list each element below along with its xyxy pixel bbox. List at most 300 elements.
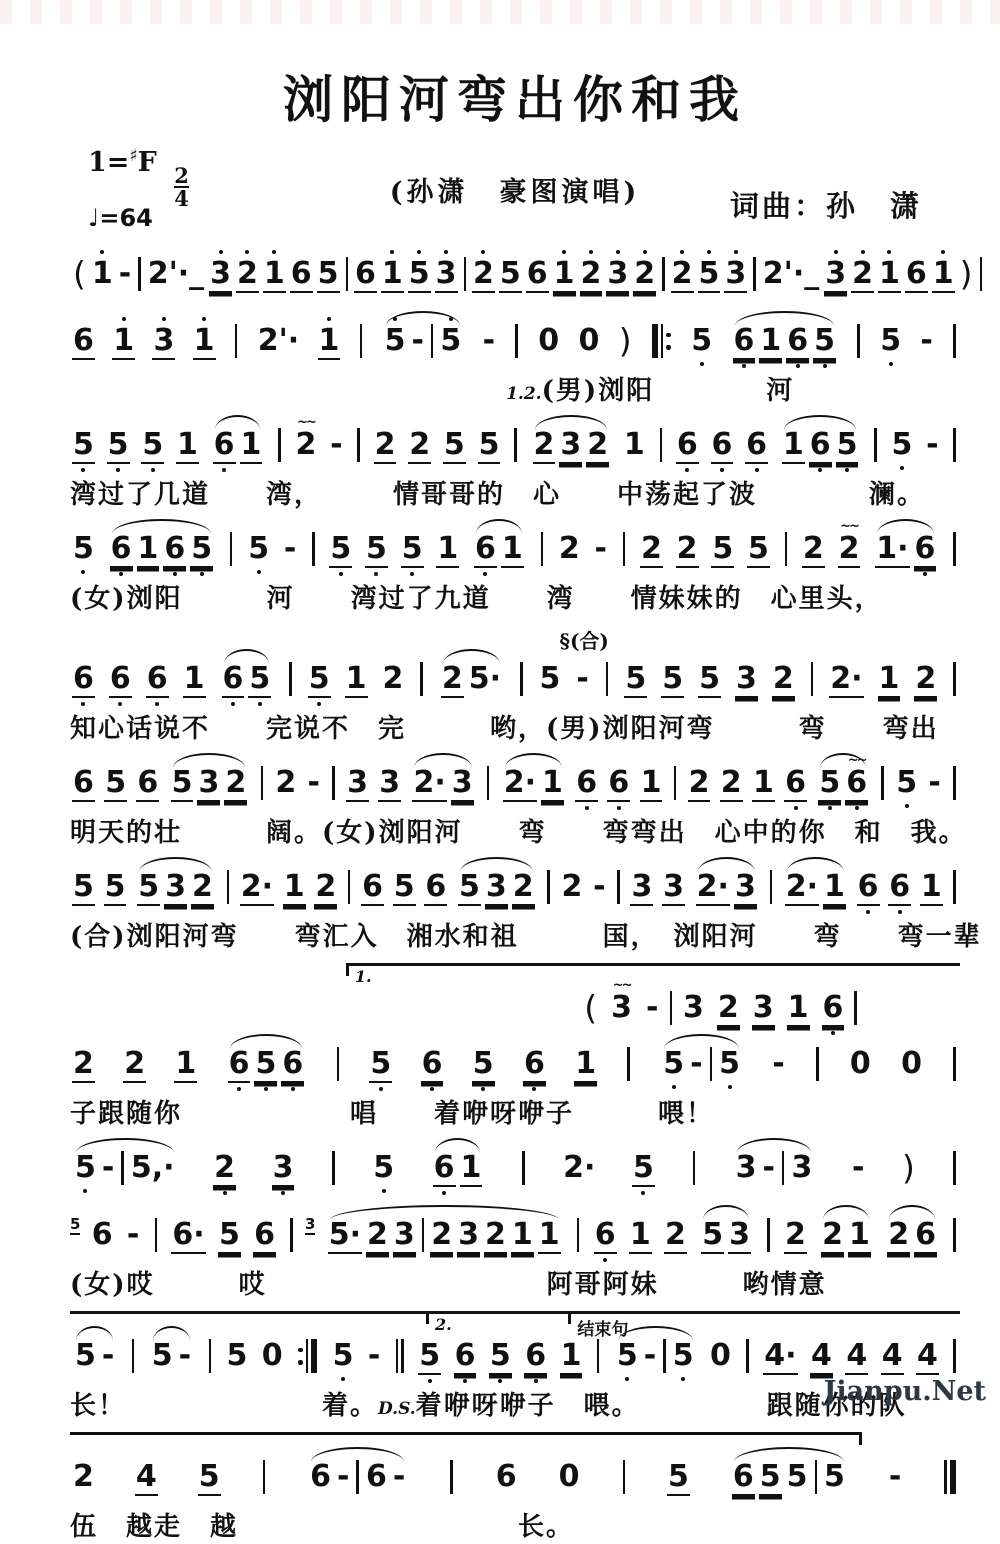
- octave-dot: [327, 317, 331, 321]
- note-token: [662, 859, 685, 917]
- lyrics-line: 子跟随你 唱 着咿呀咿子 喂！: [70, 1099, 715, 1129]
- slur-arc: [871, 521, 940, 579]
- octave-dots-below: [222, 464, 226, 475]
- octave-dots-below: [119, 568, 123, 579]
- octave-dots-below: [823, 360, 827, 371]
- note-token: [365, 521, 388, 579]
- octave-dots-below: [173, 568, 177, 579]
- repeat-dots: [666, 324, 671, 358]
- barline: [811, 662, 814, 696]
- octave-dots-above: [393, 313, 397, 324]
- barline-thin: [944, 1460, 947, 1494]
- octave-dots-below: [685, 464, 689, 475]
- note-token: [823, 859, 846, 917]
- barline: [953, 1218, 956, 1252]
- octave-dot: [200, 572, 204, 576]
- note-token: [91, 1207, 114, 1263]
- note-digit: 2: [688, 765, 710, 800]
- note-token: [539, 651, 562, 707]
- note-digit: 5: [880, 323, 902, 358]
- note-token: [562, 1140, 596, 1196]
- octave-dot: [866, 910, 870, 914]
- note-token: [489, 1328, 512, 1386]
- note-digit: 1: [137, 531, 159, 566]
- note-token: [183, 651, 206, 709]
- slur-arc: [209, 417, 267, 475]
- notation-line: [70, 859, 960, 917]
- octave-dot: [898, 910, 902, 914]
- note-digit: 2: [558, 531, 580, 566]
- note-digit: 1: [629, 1217, 651, 1252]
- note-digit: 5: [747, 531, 769, 566]
- barline-thin: [660, 428, 663, 462]
- notation-line: [70, 246, 973, 304]
- note-token: [424, 859, 447, 917]
- barline-thin: [312, 532, 315, 566]
- note-digit: 3: [165, 869, 186, 904]
- barline: [121, 1151, 124, 1185]
- key-letter: F: [137, 147, 157, 178]
- note-digit: -: [337, 1459, 350, 1494]
- note-token: [664, 1207, 687, 1265]
- octave-dots-below: [905, 800, 909, 811]
- note-token: [895, 755, 918, 811]
- note-token: [460, 1140, 483, 1198]
- note-token: [618, 313, 633, 369]
- note-digit: 6: [213, 427, 235, 462]
- dot: [298, 1348, 303, 1353]
- octave-dots-below: [83, 1185, 87, 1196]
- barline: [953, 1151, 956, 1185]
- note-token: [225, 1328, 248, 1384]
- barline-thin: [547, 870, 550, 904]
- octave-dots-below: [81, 464, 85, 475]
- note-token: [408, 417, 431, 475]
- octave-dots-below: [428, 1375, 432, 1386]
- octave-dot: [861, 250, 865, 254]
- note-token: [332, 1328, 355, 1384]
- note-digit: 2: [485, 1217, 506, 1252]
- note-digit: 5: [105, 765, 127, 800]
- note-digit: 5: [151, 1338, 173, 1373]
- note-token: [472, 1036, 495, 1094]
- note-digit: 5: [836, 427, 858, 462]
- note-digit: 6: [576, 765, 598, 800]
- octave-dots-below: [257, 566, 261, 577]
- note-digit: 2: [275, 765, 297, 800]
- octave-dot: [483, 572, 487, 576]
- music-system: [70, 963, 960, 1131]
- note-digit: -: [178, 1338, 192, 1373]
- note-token: [141, 417, 164, 475]
- barline-thin: [953, 766, 956, 800]
- note-digit: 2'·_: [147, 256, 205, 291]
- note-token: [512, 859, 535, 917]
- note-digit: 1: [920, 869, 942, 904]
- barline: [874, 428, 877, 462]
- barline-thin: [674, 766, 677, 800]
- barline: [422, 1218, 425, 1252]
- note-token: [759, 1449, 782, 1507]
- octave-dots-below: [118, 698, 122, 709]
- note-token: [308, 651, 331, 709]
- note-token: [690, 313, 713, 369]
- barline-thin: [782, 1151, 785, 1185]
- note-digit: 3: [607, 256, 629, 291]
- octave-dot: [317, 702, 321, 706]
- note-token: [671, 246, 694, 304]
- note-digit: -: [772, 1046, 785, 1081]
- note-digit: -: [643, 1338, 657, 1373]
- note-digit: 4: [811, 1338, 832, 1373]
- note-token: [786, 1449, 809, 1505]
- note-token: [891, 417, 914, 473]
- note-token: [701, 1207, 724, 1265]
- note-digit: 6: [282, 1046, 304, 1081]
- notation-area: [70, 246, 982, 1544]
- volta-bracket: [568, 1311, 960, 1340]
- barline: [298, 1339, 317, 1373]
- slur-arc: [167, 755, 252, 813]
- note-digit: 6: [425, 869, 447, 904]
- octave-dot: [617, 806, 621, 810]
- note-token: [733, 313, 756, 371]
- barline: [132, 1339, 135, 1373]
- octave-dot: [481, 1087, 485, 1091]
- slur-arc: [380, 313, 467, 369]
- octave-dots-below: [720, 464, 724, 475]
- note-digit: 3: [825, 256, 847, 291]
- note-token: [735, 651, 758, 709]
- note-token: [558, 521, 581, 577]
- barline-thin: [627, 1047, 630, 1081]
- note-token: [818, 755, 841, 813]
- note-digit: 2: [888, 1217, 910, 1252]
- octave-dot: [202, 317, 206, 321]
- note-token: [851, 246, 874, 304]
- note-token: [575, 755, 598, 813]
- barline-thin: [431, 324, 434, 358]
- octave-dots-below: [700, 358, 704, 369]
- note-token: [328, 1207, 362, 1265]
- octave-dot: [272, 250, 276, 254]
- note-token: [213, 417, 236, 475]
- note-digit: 2: [441, 661, 463, 696]
- octave-dot: [222, 468, 226, 472]
- note-token: [307, 755, 321, 811]
- note-token: [112, 313, 135, 371]
- note-token: [72, 417, 95, 475]
- note-digit: 2: [802, 531, 824, 566]
- note-digit: 6: [526, 256, 548, 291]
- barline: [332, 766, 335, 800]
- note-token: [623, 417, 646, 473]
- note-token: [689, 1036, 703, 1092]
- octave-dot: [119, 572, 123, 576]
- note-digit: -: [593, 869, 606, 904]
- barline: [431, 324, 434, 358]
- note-digit: 2: [512, 869, 534, 904]
- note-token: [365, 1449, 388, 1505]
- barline: [155, 1218, 158, 1252]
- note-token: [610, 980, 633, 1036]
- note-token: [606, 246, 629, 304]
- note-digit: 3: [734, 869, 756, 904]
- barline-thin: [420, 662, 423, 696]
- octave-dots-below: [258, 698, 262, 709]
- barline-thin: [953, 1339, 956, 1373]
- note-token: [130, 1140, 176, 1196]
- barline-thin: [541, 532, 544, 566]
- note-token: [118, 246, 132, 302]
- note-token: [762, 1140, 776, 1196]
- note-digit: 4: [846, 1338, 868, 1373]
- octave-dot: [162, 317, 166, 321]
- octave-dot: [428, 1379, 432, 1383]
- barline-thin: [623, 532, 626, 566]
- tremolo-mark: ~~: [840, 519, 858, 534]
- score-header: [70, 8, 960, 246]
- note-digit: 5: [786, 1459, 808, 1494]
- note-token: [435, 246, 458, 304]
- tremolo-mark: ~~: [296, 415, 315, 430]
- note-token: [787, 980, 810, 1038]
- note-digit: 2: [641, 531, 662, 566]
- octave-dot: [534, 1379, 538, 1383]
- barline: [660, 428, 663, 462]
- note-token: [879, 313, 902, 369]
- note-token: [374, 417, 397, 475]
- barline: [953, 1047, 956, 1081]
- slur-arc: [147, 1328, 196, 1384]
- note-digit: 3: [683, 990, 704, 1025]
- tempo-value: =64: [99, 204, 153, 232]
- note-digit: 5: [672, 1338, 694, 1373]
- note-token: [824, 246, 847, 304]
- octave-dot: [122, 317, 126, 321]
- slur-arc: [814, 755, 872, 813]
- note-digit: 3: [611, 990, 633, 1025]
- note-token: [724, 246, 747, 304]
- barline: [953, 1339, 956, 1373]
- barline-thin: [693, 1151, 696, 1185]
- note-token: [101, 1328, 115, 1384]
- note-digit: 6: [110, 531, 132, 566]
- note-digit: 5: [625, 661, 647, 696]
- barline: [693, 1151, 696, 1185]
- barline-thin: [450, 1460, 453, 1494]
- octave-dot: [889, 362, 893, 366]
- octave-dots-below: [625, 1373, 629, 1384]
- barline: [953, 662, 956, 696]
- octave-dot: [680, 250, 684, 254]
- octave-dot: [417, 250, 421, 254]
- slur-arc: [106, 521, 218, 579]
- note-digit: 1: [91, 256, 113, 291]
- octave-dot: [831, 1031, 835, 1035]
- octave-dot: [589, 250, 593, 254]
- barline: [547, 870, 550, 904]
- barline-thin: [816, 1047, 819, 1081]
- note-token: [561, 859, 584, 915]
- octave-dots-below: [603, 1254, 607, 1265]
- note-token: [541, 755, 564, 813]
- note-digit: 3: [347, 765, 368, 800]
- note-token: [329, 521, 352, 579]
- barline: [520, 662, 523, 696]
- note-digit: 5: [75, 1150, 96, 1185]
- note-digit: 5: [191, 531, 213, 566]
- octave-dot: [532, 1087, 536, 1091]
- meter-denominator: 4: [174, 186, 189, 211]
- note-token: [451, 755, 474, 813]
- barline: [312, 532, 315, 566]
- small-annotation: D.S.: [378, 1399, 416, 1419]
- note-token: [790, 1140, 813, 1196]
- note-token: [829, 651, 863, 709]
- note-token: [392, 1449, 406, 1505]
- barline-thin: [662, 257, 665, 291]
- octave-dot: [834, 250, 838, 254]
- note-token: [209, 246, 232, 304]
- octave-dot: [855, 806, 859, 810]
- octave-dot: [264, 1087, 268, 1091]
- note-digit: 5: [662, 661, 684, 696]
- octave-dots-below: [339, 568, 343, 579]
- music-system: [70, 417, 960, 512]
- note-digit: 6: [787, 323, 809, 358]
- barline: [670, 991, 673, 1025]
- note-token: [759, 313, 782, 371]
- note-token: [821, 1207, 844, 1265]
- dot: [666, 333, 671, 338]
- note-digit: 4: [917, 1338, 938, 1373]
- octave-dot: [672, 1085, 676, 1089]
- octave-dot: [481, 250, 485, 254]
- octave-dots-below: [237, 1083, 241, 1094]
- note-digit: 1: [511, 1217, 533, 1252]
- slur-arc: [817, 1207, 875, 1265]
- note-token: [412, 755, 446, 813]
- notation-line: [70, 1140, 960, 1198]
- note-token: [578, 313, 601, 369]
- octave-dots-below: [845, 464, 849, 475]
- note-token: [318, 313, 341, 371]
- octave-dot: [173, 572, 177, 576]
- slur-arc: [218, 651, 276, 709]
- barline-thin: [661, 324, 664, 358]
- barline-thin: [230, 532, 233, 566]
- note-token: [813, 313, 836, 371]
- note-digit: -: [762, 1150, 775, 1185]
- note-token: [384, 313, 407, 369]
- barline: [953, 324, 956, 358]
- lyrics-line: (女)浏阳 河 湾过了九道 湾 情妹妹的 心里头，: [70, 584, 883, 614]
- octave-dots-below: [794, 802, 798, 813]
- note-token: [823, 1449, 846, 1505]
- note-digit: 1: [760, 323, 782, 358]
- note-token: [222, 651, 245, 709]
- music-system: [70, 521, 960, 616]
- barline: [227, 870, 230, 904]
- barline-thin: [953, 324, 956, 358]
- note-token: [718, 1036, 741, 1092]
- note-digit: 3: [791, 1150, 813, 1185]
- octave-dot: [755, 468, 759, 472]
- slur-arc: [70, 1140, 180, 1196]
- note-token: [261, 1328, 284, 1384]
- barline: [230, 532, 233, 566]
- octave-dot: [442, 1191, 446, 1195]
- slur-arc: [429, 1140, 487, 1198]
- barline: [816, 1047, 819, 1081]
- note-digit: 2: [73, 1459, 94, 1494]
- octave-dots-below: [155, 698, 159, 709]
- octave-dots-below: [889, 358, 893, 369]
- barline-thin: [209, 1339, 212, 1373]
- note-digit: 5: [702, 1217, 724, 1252]
- octave-dot: [728, 1085, 732, 1089]
- barline-thick: [652, 324, 658, 358]
- note-token: [213, 1140, 236, 1198]
- note-token: [254, 1036, 277, 1094]
- note-digit: 2: [822, 1217, 844, 1252]
- note-digit: -: [690, 1046, 703, 1081]
- octave-dot: [900, 466, 904, 470]
- octave-dot: [923, 572, 927, 576]
- note-digit: 6·: [172, 1217, 205, 1252]
- note-digit: ): [959, 254, 973, 293]
- barline-thin: [710, 1047, 713, 1081]
- note-token: [745, 417, 768, 475]
- note-digit: 5: [308, 661, 330, 696]
- note-token: [901, 1140, 916, 1196]
- note-digit: 5: [73, 869, 94, 904]
- note-token: [218, 1207, 241, 1265]
- note-digit: 1: [849, 1217, 870, 1252]
- note-token: [193, 313, 216, 371]
- slur-arc: [305, 1449, 410, 1505]
- notation-line: [70, 755, 960, 813]
- note-token: [191, 859, 214, 917]
- note-token: [763, 1328, 797, 1386]
- barline-thin: [487, 766, 490, 800]
- note-digit: 5: [440, 323, 462, 358]
- slur-arc: [408, 755, 477, 813]
- note-token: [164, 859, 187, 917]
- note-token: [523, 1036, 546, 1094]
- note-digit: 1: [113, 323, 135, 358]
- note-digit: 5: [142, 427, 164, 462]
- music-system: [70, 1140, 960, 1198]
- barline-thin: [121, 1151, 124, 1185]
- note-token: [503, 755, 537, 813]
- note-digit: 6: [809, 427, 831, 462]
- octave-dots-below: [617, 802, 621, 813]
- octave-dot: [116, 468, 120, 472]
- note-token: [247, 521, 270, 577]
- note-digit: -: [576, 661, 589, 696]
- octave-dots-below: [828, 802, 832, 813]
- note-digit: 6: [524, 1046, 545, 1081]
- note-digit: 6: [711, 427, 733, 462]
- note-token: [782, 417, 805, 475]
- slur-arc: [437, 651, 506, 709]
- note-token: [698, 651, 721, 709]
- note-digit: 2: [915, 661, 937, 696]
- note-digit: 6: [905, 256, 927, 291]
- barline-thin: [874, 428, 877, 462]
